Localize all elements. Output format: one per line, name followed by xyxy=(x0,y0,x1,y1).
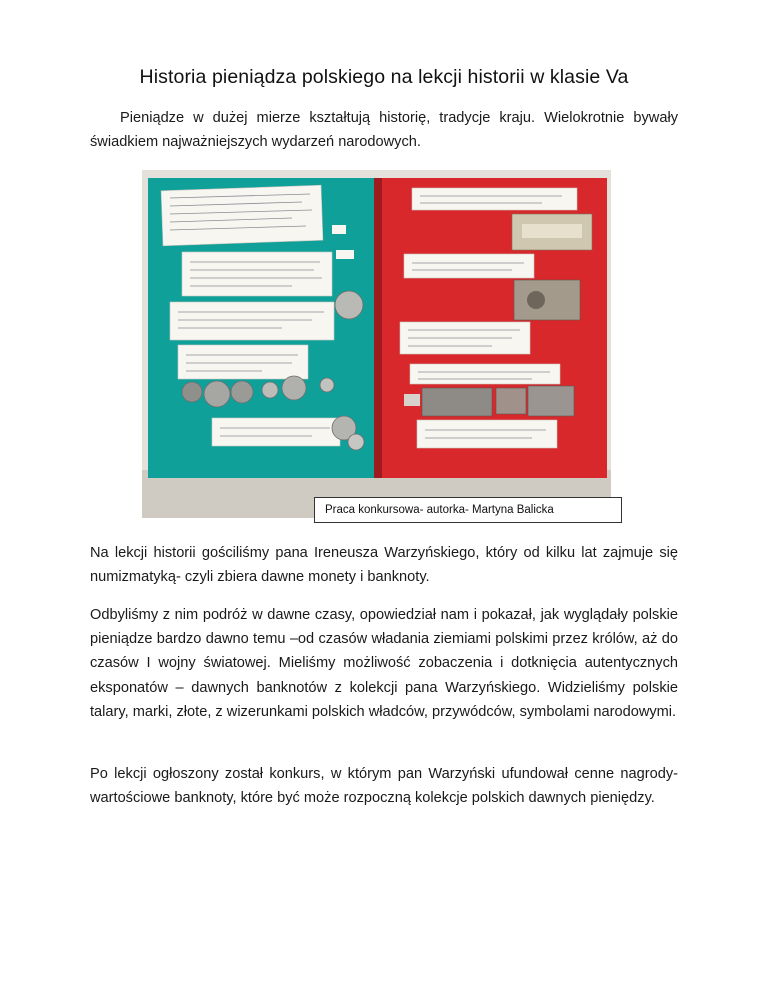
photo-caption: Praca konkursowa- autorka- Martyna Balicka xyxy=(314,497,622,523)
intro-paragraph: Pieniądze w dużej mierze kształtują historię, tradycje kraju. Wielokrotnie bywały świadkiem najważniejszych wydarzeń narodowych. xyxy=(90,110,678,150)
paragraph-journey: Odbyliśmy z nim podróż w dawne czasy, opowiedział nam i pokazał, jak wyglądały polskie pieniądze bardzo dawno temu –od czasów władania ziemiami polskimi przez królów, aż do czasów I wojny światowej. Mieliśmy możliwość zobaczenia i dotknięcia autentycznych eksponatów – dawnych banknotów z kolekcji pana Warzyńskiego. Widzieliśmy polskie talary, marki, złote, z wizerunkami polskich władców, przywódców, symbolami narodowymi. xyxy=(90,607,678,720)
paragraph-contest: Po lekcji ogłoszony został konkurs, w którym pan Warzyński ufundował cenne nagrody- wartościowe banknoty, które być może rozpoczną kolekcje polskich dawnych pieniędzy. xyxy=(90,766,678,807)
page-title: Historia pieniądza polskiego na lekcji historii w klasie Va xyxy=(139,66,629,88)
paragraph-guest-visit: Na lekcji historii gościliśmy pana Ireneusza Warzyńskiego, który od kilku lat zajmuje się numizmatyką- czyli zbiera dawne monety i banknoty. xyxy=(90,545,678,586)
contest-poster-photo xyxy=(142,170,611,518)
